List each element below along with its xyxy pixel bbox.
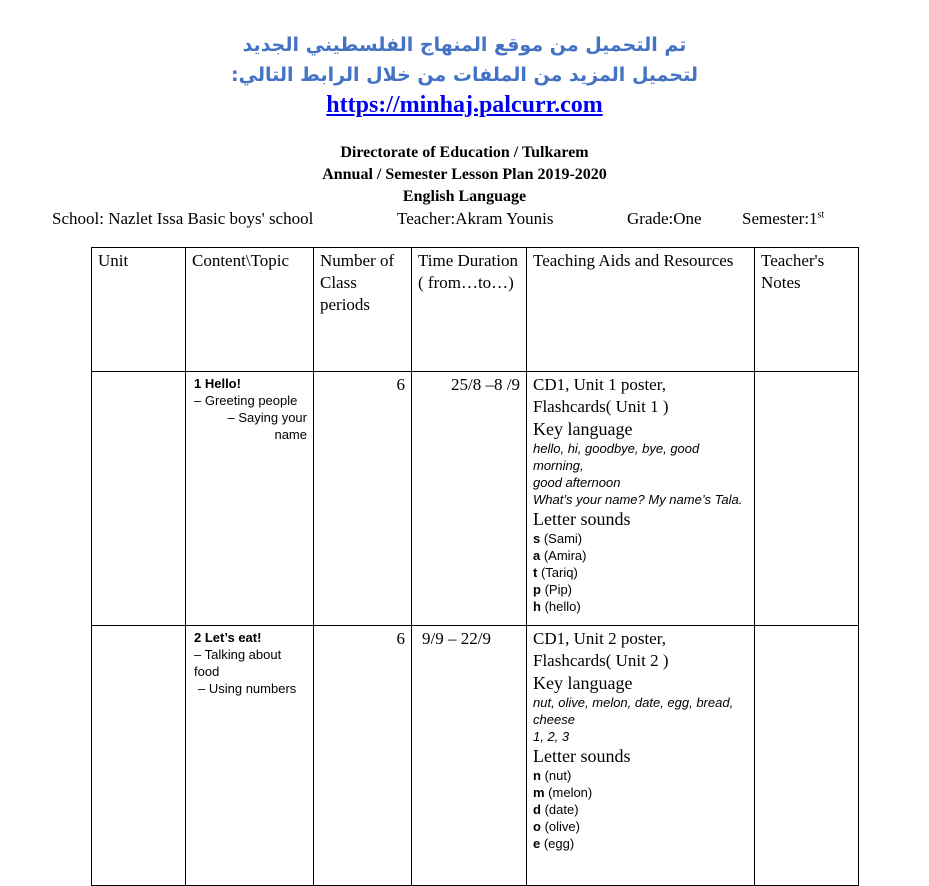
school-name: School: Nazlet Issa Basic boys' school — [52, 209, 314, 228]
website-link[interactable]: https://minhaj.palcurr.com — [326, 92, 603, 118]
header-unit: Unit — [92, 248, 186, 372]
teacher-name: Teacher:Akram Younis — [397, 209, 554, 228]
aids-cell: CD1, Unit 1 poster, Flashcards( Unit 1 ) Key language hello, hi, goodbye, bye, good morning, good afternoon What’s your name? My name’s Tala. Letter sounds s (Sami) a (Amira) t (Tariq) p (Pip) h (hello) — [527, 372, 755, 626]
table-row — [92, 626, 859, 886]
subject-heading: English Language — [402, 188, 527, 205]
duration-cell: 25/8 –8 /9 — [412, 372, 527, 626]
arabic-download-notice: تم التحميل من موقع المنهاج الفلسطيني الجديد — [242, 34, 687, 56]
header-notes: Teacher's Notes — [755, 248, 859, 372]
aids-cell: CD1, Unit 2 poster, Flashcards( Unit 2 ) Key language nut, olive, melon, date, egg, bread, cheese 1, 2, 3 Letter sounds n (nut) m (melon) d (date) o (olive) e (egg) — [527, 626, 755, 886]
unit-cell — [92, 372, 186, 626]
header-content: Content\Topic — [186, 248, 314, 372]
header-duration: Time Duration ( from…to…) — [412, 248, 527, 372]
directorate-heading: Directorate of Education / Tulkarem — [340, 144, 589, 161]
notes-cell — [755, 372, 859, 626]
arabic-more-files-notice: لتحميل المزيد من الملفات من خلال الرابط التالي: — [231, 64, 698, 86]
semester: Semester:1st — [742, 209, 825, 228]
table-row — [92, 372, 859, 626]
content-cell: 1 Hello! – Greeting people – Saying your name — [186, 372, 314, 626]
lesson-plan-table — [91, 247, 859, 886]
content-cell: 2 Let’s eat! – Talking about food – Using numbers — [186, 626, 314, 886]
header-aids: Teaching Aids and Resources — [527, 248, 755, 372]
grade: Grade:One — [627, 209, 702, 228]
plan-heading: Annual / Semester Lesson Plan 2019-2020 — [322, 166, 607, 183]
duration-cell: 9/9 – 22/9 — [412, 626, 527, 886]
periods-cell: 6 — [314, 626, 412, 886]
header-periods: Number of Class periods — [314, 248, 412, 372]
unit-cell — [92, 626, 186, 886]
table-header-row — [92, 248, 859, 372]
periods-cell: 6 — [314, 372, 412, 626]
notes-cell — [755, 626, 859, 886]
